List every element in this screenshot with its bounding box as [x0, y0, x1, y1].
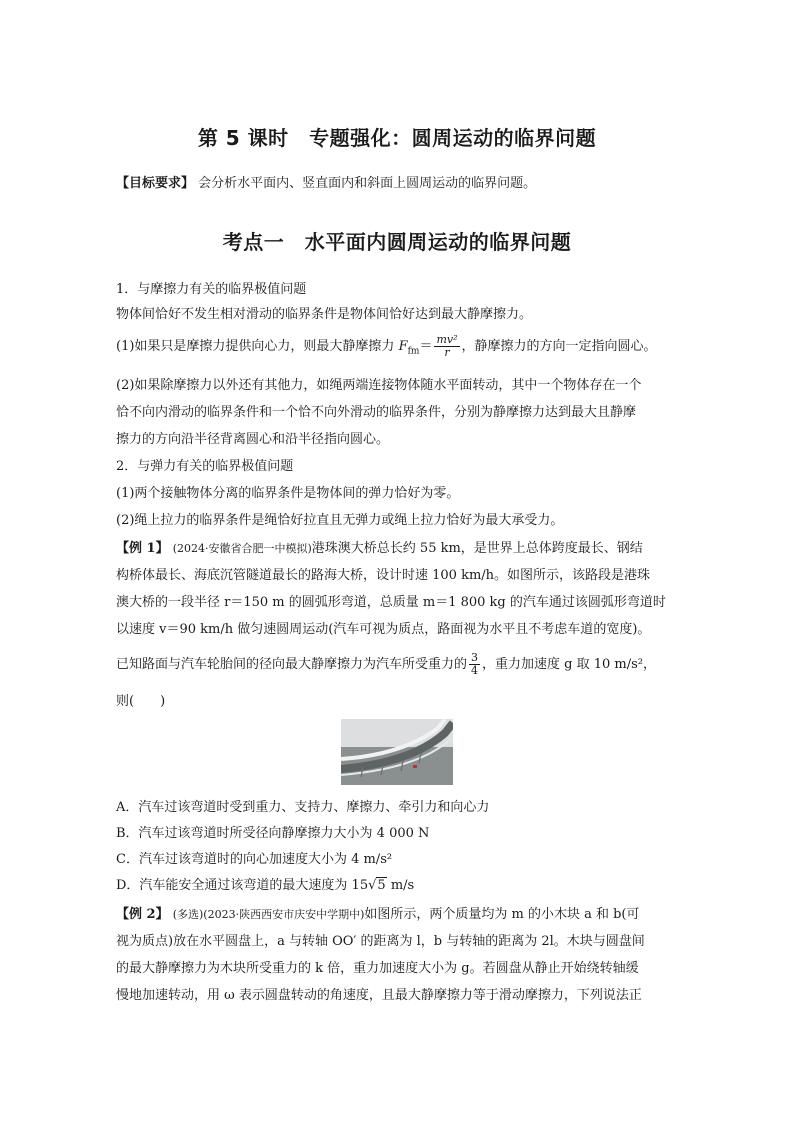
- friction-item-1-after: ，静摩擦力的方向一定指向圆心。: [461, 339, 657, 354]
- radical-sign: √: [368, 878, 377, 893]
- fraction-numerator: mv²: [436, 333, 458, 346]
- option-d-before: D．汽车能安全通过该弯道的最大速度为 15: [116, 878, 369, 893]
- option-c: C．汽车过该弯道时的向心加速度大小为 4 m/s²: [116, 852, 393, 867]
- section-title: 考点一 水平面内圆周运动的临界问题: [222, 230, 572, 254]
- bridge-illustration: [341, 719, 453, 785]
- lesson-title: 第 5 课时 专题强化：圆周运动的临界问题: [197, 126, 597, 150]
- radicand: 5: [377, 878, 386, 893]
- example-2-tag: 【例 2】: [116, 907, 169, 922]
- example-1-line-5-before: 已知路面与汽车轮胎间的径向最大静摩擦力为汽车所受重力的: [116, 657, 468, 672]
- example-1-source: (2024·安徽省合肥一中模拟): [172, 542, 312, 555]
- learning-objective: [116, 172, 536, 191]
- ratio-numerator: 3: [471, 651, 479, 664]
- example-1-line-5-after: ，重力加速度 g 取 10 m/s²，: [482, 657, 656, 672]
- objective-tag: 【目标要求】: [116, 176, 195, 191]
- example-2-line-3: 的最大静摩擦力为木块所受重力的 k 倍，重力加速度大小为 g。若圆盘从静止开始绕转轴缓: [116, 961, 639, 976]
- example-2-line-4: 慢地加速转动，用 ω 表示圆盘转动的角速度，且最大静摩擦力等于滑动摩擦力，下列说法正: [116, 988, 642, 1003]
- bridge-photo: [341, 719, 453, 785]
- friction-ratio-fraction: [469, 652, 480, 677]
- example-1-text: 港珠澳大桥总长约 55 km，是世界上总体跨度最长、钢结: [311, 541, 643, 556]
- example-1-tag: 【例 1】: [116, 541, 169, 556]
- friction-condition: 物体间恰好不发生相对滑动的临界条件是物体间恰好达到最大静摩擦力。: [116, 307, 533, 322]
- friction-item-2-line-3: 擦力的方向沿半径背离圆心和沿半径指向圆心。: [116, 432, 390, 447]
- example-1-answer-prompt: 则( ): [116, 694, 166, 709]
- fraction-denominator: r: [444, 346, 450, 359]
- equals-sign: ＝: [419, 339, 433, 354]
- example-1-line-2: 构桥体最长、海底沉管隧道最长的路海大桥，设计时速 100 km/h。如图所示，该路段是港珠: [116, 568, 651, 583]
- example-2-source: (多选)(2023·陕西西安市庆安中学期中): [172, 908, 365, 921]
- friction-item-2-line-2: 恰不向内滑动的临界条件和一个恰不向外滑动的临界条件，分别为静摩擦力达到最大且静摩: [116, 405, 637, 420]
- friction-item-1-before: (1)如果只是摩擦力提供向心力，则最大静摩擦力: [116, 339, 399, 354]
- example-2-line-2: 视为质点)放在水平圆盘上，a 与转轴 OO′ 的距离为 l，b 与转轴的距离为 2l。木块与圆盘间: [116, 934, 645, 949]
- friction-item-1: [116, 334, 657, 359]
- centripetal-fraction: [434, 334, 459, 359]
- elastic-heading: 2．与弹力有关的临界极值问题: [116, 459, 294, 474]
- example-2-text: 如图所示，两个质量均为 m 的小木块 a 和 b(可: [364, 907, 640, 922]
- force-symbol: F: [398, 339, 408, 354]
- example-2-line-1: [116, 903, 640, 922]
- option-b: B．汽车过该弯道时所受径向静摩擦力大小为 4 000 N: [116, 826, 430, 841]
- friction-heading: 1．与摩擦力有关的临界极值问题: [116, 282, 307, 297]
- force-subscript: fm: [407, 346, 420, 357]
- friction-item-2-line-1: (2)如果除摩擦力以外还有其他力，如绳两端连接物体随水平面转动，其中一个物体存在一个: [116, 378, 642, 393]
- elastic-item-2: (2)绳上拉力的临界条件是绳恰好拉直且无弹力或绳上拉力恰好为最大承受力。: [116, 513, 564, 528]
- option-d-after: m/s: [386, 878, 415, 893]
- option-a: A．汽车过该弯道时受到重力、支持力、摩擦力、牵引力和向心力: [116, 800, 490, 815]
- objective-text: 会分析水平面内、竖直面内和斜面上圆周运动的临界问题。: [198, 176, 537, 191]
- example-1-line-3: 澳大桥的一段半径 r＝150 m 的圆弧形弯道，总质量 m＝1 800 kg 的汽车通过该圆弧形弯道时: [116, 595, 666, 610]
- option-d: [116, 874, 414, 893]
- ratio-denominator: 4: [471, 664, 479, 677]
- example-1-line-1: [116, 537, 643, 556]
- example-1-line-5: [116, 652, 656, 677]
- elastic-item-1: (1)两个接触物体分离的临界条件是物体间的弹力恰好为零。: [116, 486, 460, 501]
- example-1-line-4: 以速度 v＝90 km/h 做匀速圆周运动(汽车可视为质点，路面视为水平且不考虑车道的宽度)。: [116, 622, 651, 637]
